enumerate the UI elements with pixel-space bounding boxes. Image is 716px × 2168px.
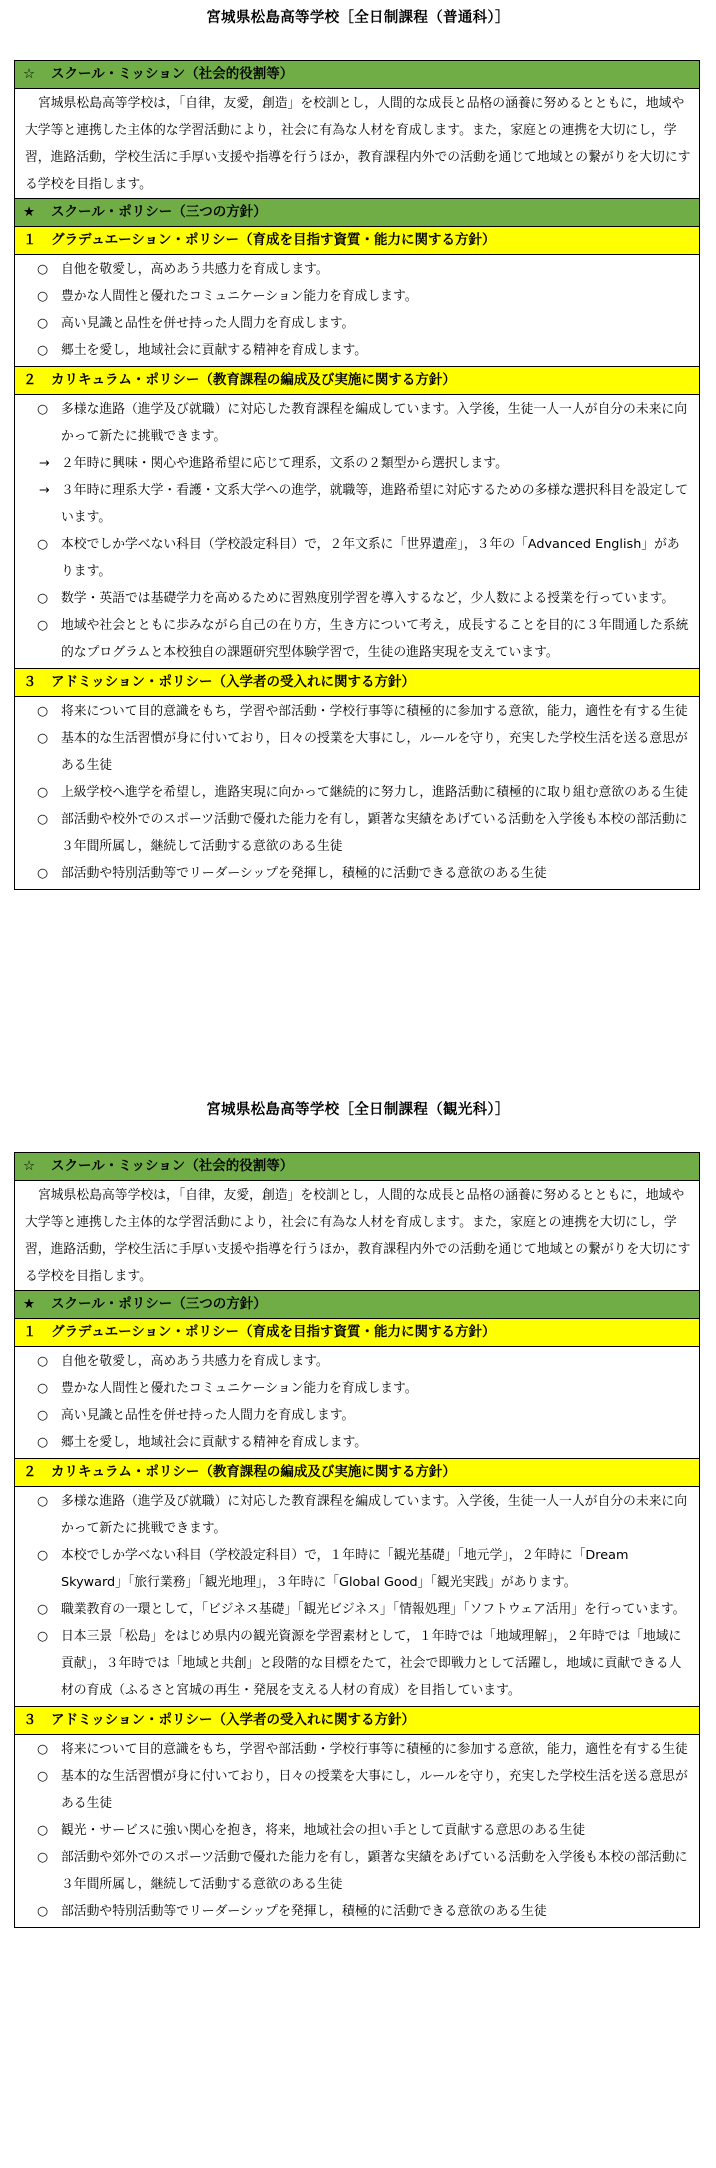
list-item: [15, 779, 699, 806]
list-item-text: 観光・サービスに強い関心を抱き，将来，地域社会の担い手として貢献する意思のある生徒: [61, 1823, 586, 1838]
section-number: ３: [23, 674, 37, 690]
circle-bullet-icon: ○: [37, 704, 49, 719]
list-item-text: 数学・英語では基礎学力を高めるために習熟度別学習を導入するなど，少人数による授業を行っています。: [61, 591, 675, 606]
list-item-text: 多様な進路（進学及び就職）に対応した教育課程を編成しています。入学後，生徒一人一人が自分の未来に向かって新たに挑戦できます。: [61, 1494, 688, 1536]
circle-bullet-icon: ○: [37, 1548, 49, 1563]
list-item: [15, 531, 699, 585]
arrow-note: [15, 450, 699, 477]
curriculum-policy-list: [15, 395, 699, 668]
arrow-right-icon: →: [39, 456, 50, 471]
list-item: [15, 698, 699, 725]
graduation-header-row: [15, 1319, 700, 1347]
list-item-text: 部活動や特別活動等でリーダーシップを発揮し，積極的に活動できる意欲のある生徒: [61, 1904, 547, 1919]
policy-header-row: [15, 199, 700, 227]
curriculum-header-row: [15, 1459, 700, 1487]
list-item-text: 地域や社会とともに歩みながら自己の在り方，生き方について考え，成長することを目的に３年間通した系統的なプログラムと本校独自の課題研究型体験学習で，生徒の進路実現を支えています。: [61, 618, 689, 660]
circle-bullet-icon: ○: [37, 1408, 49, 1423]
circle-bullet-icon: ○: [37, 1629, 49, 1644]
admission-policy-list-row: [15, 1735, 700, 1928]
list-item-text: 部活動や校外でのスポーツ活動で優れた能力を有し，顕著な実績をあげている活動を入学後も本校の部活動に３年間所属し，継続して活動する意欲のある生徒: [61, 812, 688, 854]
policy-table: [14, 1152, 700, 1928]
list-item: [15, 1542, 699, 1596]
list-item-text: 部活動や特別活動等でリーダーシップを発揮し，積極的に活動できる意欲のある生徒: [61, 866, 547, 881]
admission-policy-list-row: [15, 697, 700, 890]
list-item: [15, 1348, 699, 1375]
admission-policy-heading: アドミッション・ポリシー（入学者の受入れに関する方針）: [51, 1712, 415, 1728]
circle-bullet-icon: ○: [37, 866, 49, 881]
star-filled-icon: ★: [23, 1296, 36, 1312]
list-item-text: 本校でしか学べない科目（学校設定科目）で，１年時に「観光基礎」「地元学」，２年時に「Dream Skyward」「旅行業務」「観光地理」，３年時に「Global Good」「観光実践」があります。: [61, 1548, 629, 1590]
list-item: [15, 337, 699, 364]
list-item: [15, 396, 699, 450]
list-item: [15, 1763, 699, 1817]
page-title: 宮城県松島高等学校［全日制課程（観光科）］: [206, 1102, 510, 1118]
admission-header-row: [15, 1707, 700, 1735]
circle-bullet-icon: ○: [37, 537, 49, 552]
list-item-text: 基本的な生活習慣が身に付いており，日々の授業を大事にし，ルールを守り，充実した学校生活を送る意思がある生徒: [61, 1769, 688, 1811]
circle-bullet-icon: ○: [37, 812, 49, 827]
list-item: [15, 1844, 699, 1898]
list-item-text: 基本的な生活習慣が身に付いており，日々の授業を大事にし，ルールを守り，充実した学校生活を送る意思がある生徒: [61, 731, 688, 773]
circle-bullet-icon: ○: [37, 1381, 49, 1396]
curriculum-policy-list-row: [15, 1487, 700, 1707]
list-item-text: 上級学校へ進学を希望し，進路実現に向かって継続的に努力し，進路活動に積極的に取り組む意欲のある生徒: [61, 785, 689, 800]
section-number: ２: [23, 372, 37, 388]
circle-bullet-icon: ○: [37, 1769, 49, 1784]
mission-header-row: [15, 1153, 700, 1181]
list-item-text: 部活動や郊外でのスポーツ活動で優れた能力を有し，顕著な実績をあげている活動を入学後も本校の部活動に３年間所属し，継続して活動する意欲のある生徒: [61, 1850, 688, 1892]
policy-heading: スクール・ポリシー（三つの方針）: [51, 204, 267, 220]
section-number: ２: [23, 1464, 37, 1480]
list-item: [15, 1488, 699, 1542]
list-item-text: 多様な進路（進学及び就職）に対応した教育課程を編成しています。入学後，生徒一人一人が自分の未来に向かって新たに挑戦できます。: [61, 402, 688, 444]
mission-header-row: [15, 61, 700, 89]
mission-text: 宮城県松島高等学校は，「自律，友愛，創造」を校訓とし，人間的な成長と品格の涵養に努めるとともに，地域や大学等と連携した主体的な学習活動により，社会に有為な人材を育成します。また，家庭との連携を大切にし，学習，進路活動，学校生活に手厚い支援や指導を行うほか，教育課程内外での活動を通じて地域との繋がりを大切にする学校を目指します。: [25, 96, 691, 192]
graduation-policy-list-row: [15, 255, 700, 367]
graduation-policy-heading: グラデュエーション・ポリシー（育成を目指す資質・能力に関する方針）: [51, 232, 496, 248]
graduation-policy-list: [15, 255, 699, 366]
list-item: [15, 1375, 699, 1402]
page-title: 宮城県松島高等学校［全日制課程（普通科）］: [206, 10, 510, 26]
list-item-text: 自他を敬愛し，高めあう共感力を育成します。: [61, 262, 329, 277]
policy-heading: スクール・ポリシー（三つの方針）: [51, 1296, 267, 1312]
mission-body-row: [15, 1181, 700, 1291]
list-item-text: 将来について目的意識をもち，学習や部活動・学校行事等に積極的に参加する意欲，能力，適性を有する生徒: [61, 704, 688, 719]
arrow-note-text: ３年時に理系大学・看護・文系大学への進学，就職等，進路希望に対応するための多様な選択科目を設定しています。: [61, 483, 689, 525]
graduation-policy-list: [15, 1347, 699, 1458]
mission-body-row: [15, 89, 700, 199]
list-item: [15, 860, 699, 887]
admission-policy-list: [15, 697, 699, 889]
curriculum-policy-list: [15, 1487, 699, 1706]
graduation-header-row: [15, 227, 700, 255]
list-item: [15, 612, 699, 666]
curriculum-header-row: [15, 367, 700, 395]
star-outline-icon: ☆: [23, 66, 36, 82]
arrow-note-text: ２年時に興味・関心や進路希望に応じて理系，文系の２類型から選択します。: [61, 456, 508, 471]
list-item-text: 高い見識と品性を併せ持った人間力を育成します。: [61, 1408, 355, 1423]
graduation-policy-heading: グラデュエーション・ポリシー（育成を目指す資質・能力に関する方針）: [51, 1324, 496, 1340]
list-item-text: 高い見識と品性を併せ持った人間力を育成します。: [61, 316, 355, 331]
circle-bullet-icon: ○: [37, 1850, 49, 1865]
list-item: [15, 310, 699, 337]
policy-table: [14, 60, 700, 890]
circle-bullet-icon: ○: [37, 1435, 49, 1450]
list-item: [15, 1736, 699, 1763]
circle-bullet-icon: ○: [37, 1904, 49, 1919]
list-item: [15, 1817, 699, 1844]
circle-bullet-icon: ○: [37, 343, 49, 358]
policy-header-row: [15, 1291, 700, 1319]
graduation-policy-list-row: [15, 1347, 700, 1459]
admission-policy-list: [15, 1735, 699, 1927]
list-item: [15, 806, 699, 860]
list-item-text: 郷土を愛し，地域社会に貢献する精神を育成します。: [61, 343, 368, 358]
star-outline-icon: ☆: [23, 1158, 36, 1174]
list-item: [15, 1898, 699, 1925]
arrow-right-icon: →: [39, 483, 50, 498]
list-item: [15, 283, 699, 310]
section-number: １: [23, 1324, 37, 1340]
list-item: [15, 1596, 699, 1623]
circle-bullet-icon: ○: [37, 289, 49, 304]
list-item-text: 自他を敬愛し，高めあう共感力を育成します。: [61, 1354, 329, 1369]
section-number: １: [23, 232, 37, 248]
admission-policy-heading: アドミッション・ポリシー（入学者の受入れに関する方針）: [51, 674, 415, 690]
mission-text: 宮城県松島高等学校は，「自律，友愛，創造」を校訓とし，人間的な成長と品格の涵養に努めるとともに，地域や大学等と連携した主体的な学習活動により，社会に有為な人材を育成します。また，家庭との連携を大切にし，学習，進路活動，学校生活に手厚い支援や指導を行うほか，教育課程内外での活動を通じて地域との繋がりを大切にする学校を目指します。: [25, 1188, 691, 1284]
list-item: [15, 1402, 699, 1429]
list-item: [15, 725, 699, 779]
list-item-text: 豊かな人間性と優れたコミュニケーション能力を育成します。: [61, 1381, 418, 1396]
circle-bullet-icon: ○: [37, 1823, 49, 1838]
list-item-text: 将来について目的意識をもち，学習や部活動・学校行事等に積極的に参加する意欲，能力，適性を有する生徒: [61, 1742, 688, 1757]
mission-heading: スクール・ミッション（社会的役割等）: [51, 66, 294, 82]
list-item-text: 郷土を愛し，地域社会に貢献する精神を育成します。: [61, 1435, 368, 1450]
circle-bullet-icon: ○: [37, 1354, 49, 1369]
circle-bullet-icon: ○: [37, 262, 49, 277]
star-filled-icon: ★: [23, 204, 36, 220]
arrow-note: [15, 477, 699, 531]
section-number: ３: [23, 1712, 37, 1728]
list-item-text: 本校でしか学べない科目（学校設定科目）で，２年文系に「世界遺産」，３年の「Advanced English」があります。: [61, 537, 680, 579]
curriculum-policy-heading: カリキュラム・ポリシー（教育課程の編成及び実施に関する方針）: [51, 1464, 456, 1480]
list-item: [15, 1429, 699, 1456]
policy-document: [14, 60, 700, 890]
circle-bullet-icon: ○: [37, 785, 49, 800]
admission-header-row: [15, 669, 700, 697]
circle-bullet-icon: ○: [37, 1494, 49, 1509]
list-item-text: 職業教育の一環として，「ビジネス基礎」「観光ビジネス」「情報処理」「ソフトウェア活用」を行っています。: [61, 1602, 686, 1617]
circle-bullet-icon: ○: [37, 618, 49, 633]
list-item: [15, 256, 699, 283]
curriculum-policy-list-row: [15, 395, 700, 669]
policy-document: [14, 1152, 700, 1928]
circle-bullet-icon: ○: [37, 402, 49, 417]
list-item-text: 豊かな人間性と優れたコミュニケーション能力を育成します。: [61, 289, 418, 304]
circle-bullet-icon: ○: [37, 1602, 49, 1617]
list-item-text: 日本三景「松島」をはじめ県内の観光資源を学習素材として，１年時では「地域理解」，２年時では「地域に貢献」，３年時では「地域と共創」と段階的な目標をたて，社会で即戦力として活躍し，地域に貢献できる人材の育成（ふるさと宮城の再生・発展を支える人材の育成）を目指しています。: [61, 1629, 682, 1698]
mission-heading: スクール・ミッション（社会的役割等）: [51, 1158, 294, 1174]
list-item: [15, 585, 699, 612]
curriculum-policy-heading: カリキュラム・ポリシー（教育課程の編成及び実施に関する方針）: [51, 372, 456, 388]
circle-bullet-icon: ○: [37, 731, 49, 746]
circle-bullet-icon: ○: [37, 591, 49, 606]
circle-bullet-icon: ○: [37, 316, 49, 331]
list-item: [15, 1623, 699, 1704]
circle-bullet-icon: ○: [37, 1742, 49, 1757]
